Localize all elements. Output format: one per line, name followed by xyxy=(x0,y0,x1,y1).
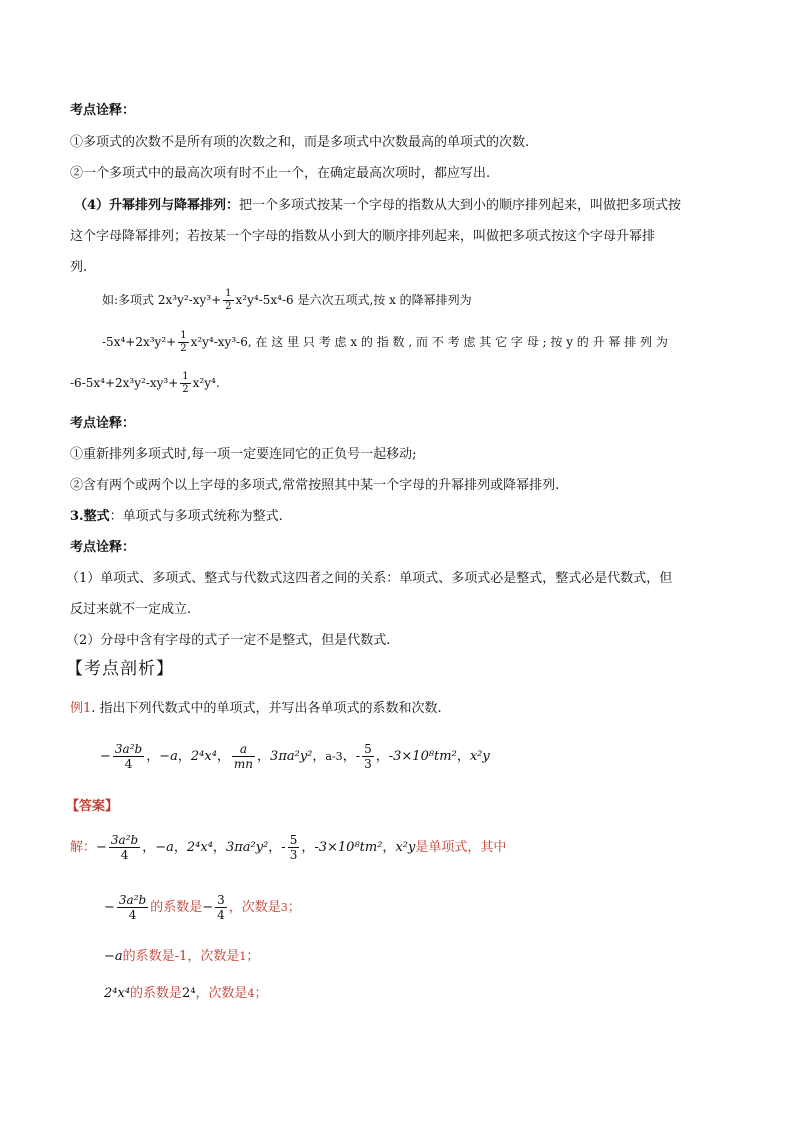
note3-item1b: 反过来就不一定成立. xyxy=(70,602,192,617)
sep: ， xyxy=(216,749,230,764)
c1-coef-num: 3 xyxy=(217,893,225,907)
term1-fraction xyxy=(113,743,144,770)
sol-term8: -3×10⁸tm² xyxy=(314,840,383,855)
ex-line3-post: x²y⁴. xyxy=(192,376,220,390)
solution-suffix: 是单项式，其中 xyxy=(415,840,507,855)
sol-term1-den: 4 xyxy=(120,848,129,862)
sep: ， xyxy=(456,749,470,764)
term4-den: mn xyxy=(233,757,254,771)
solution-label: 解： xyxy=(70,840,97,855)
half-fraction xyxy=(223,289,233,312)
sec4-text2: 这个字母降幂排列；若按某一个字母的指数从小到大的顺序排列起来，叫做把多项式按这个字母升幂排 xyxy=(70,229,656,244)
ex-line2-post: x²y⁴-xy³-6, 在 这 里 只 考 虑 x 的 指 数 , 而 不 考 虑 其 它 字 母 ; 按 y 的 升 幂 排 列 为 xyxy=(190,335,668,349)
ex-line1 xyxy=(102,289,472,312)
coef3-text: 的系数是 xyxy=(130,986,183,1001)
coef-line2 xyxy=(104,948,259,966)
deg1-end: ； xyxy=(287,900,301,915)
sol-term7-num: 5 xyxy=(289,833,298,847)
sep: ， xyxy=(312,749,326,764)
sep: ，- xyxy=(268,840,286,855)
c1-term-fraction xyxy=(117,894,148,921)
term3: 2⁴x⁴ xyxy=(190,749,217,764)
half-den: 2 xyxy=(225,301,232,312)
sol-term2: −a xyxy=(155,840,174,855)
sol-term9: x²y xyxy=(395,840,416,855)
sep: ， xyxy=(375,749,389,764)
sep: ，- xyxy=(342,749,361,764)
term4-num: a xyxy=(232,743,255,757)
sep: ， xyxy=(146,749,160,764)
deg3-val: 4 xyxy=(247,987,255,1000)
solution-line xyxy=(70,828,506,868)
ex-line3-pre: -6-5x⁴+2x³y²-xy³+ xyxy=(70,376,179,390)
half-fraction xyxy=(178,331,188,354)
half-num: 1 xyxy=(180,330,187,341)
term5: 3πa²y² xyxy=(270,749,313,764)
sol-term1-fraction xyxy=(109,834,140,861)
ex-line2 xyxy=(102,331,668,354)
ex-line2-pre: -5x⁴+2x³y²+ xyxy=(102,335,177,349)
half-num: 1 xyxy=(225,288,232,299)
coef2-pre: −a xyxy=(104,949,123,964)
sol-term7-fraction xyxy=(288,834,300,861)
c1-term-num: 3a²b xyxy=(118,893,147,907)
sep: ， xyxy=(301,840,315,855)
term2: −a xyxy=(159,749,178,764)
minus-sign: − xyxy=(202,900,214,915)
term7-fraction xyxy=(362,743,374,770)
note3-item1: （1）单项式、多项式、整式与代数式这四者之间的关系：单项式、多项式必是整式，整式必是代数式，但 xyxy=(66,571,673,586)
example1-line xyxy=(70,700,442,718)
sep: ， xyxy=(173,840,187,855)
sec4-text1: 把一个多项式按某一个字母的指数从大到小的顺序排列起来，叫做把多项式按 xyxy=(239,198,682,213)
note2-title: 考点诠释： xyxy=(70,416,136,431)
sec4-label: （4）升幂排列与降幂排列： xyxy=(74,198,240,213)
deg1-val: 3 xyxy=(280,901,288,914)
deg3-text: ，次数是 xyxy=(195,986,248,1001)
term8: -3×10⁸tm² xyxy=(388,749,457,764)
c1-term-den: 4 xyxy=(128,908,137,922)
coef1-text: 的系数是 xyxy=(150,900,203,915)
c3-coef: 2⁴ xyxy=(182,986,196,1001)
half-den: 2 xyxy=(180,343,187,354)
sol-term5: 3πa²y² xyxy=(225,840,269,855)
note2-item1: ①重新排列多项式时,每一项一定要连同它的正负号一起移动; xyxy=(70,447,417,462)
term4-fraction xyxy=(232,743,255,770)
c1-coef-fraction xyxy=(215,894,227,921)
coef-line3 xyxy=(104,985,268,1003)
deg2-end: ； xyxy=(246,949,260,964)
half-num: 1 xyxy=(182,371,189,382)
example1-label: 例1 xyxy=(70,701,92,716)
minus-sign: − xyxy=(96,840,107,855)
sep: ， xyxy=(257,749,271,764)
note1-title: 考点诠释： xyxy=(70,103,136,118)
sec3-label: 3.整式 xyxy=(70,509,110,524)
analysis-title: 【考点剖析】 xyxy=(66,659,174,679)
ex-line1-pre: 如:多项式 2x³y²-xy³+ xyxy=(102,293,222,307)
note3-item2: （2）分母中含有字母的式子一定不是整式，但是代数式. xyxy=(66,633,391,648)
ex-line1-post: x²y⁴-5x⁴-6 是六次五项式,按 x 的降幂排列为 xyxy=(235,293,472,307)
half-den: 2 xyxy=(182,384,189,395)
note1-item1: ①多项式的次数不是所有项的次数之和，而是多项式中次数最高的单项式的次数. xyxy=(70,135,530,150)
c1-coef-den: 4 xyxy=(217,908,225,922)
sol-term3: 2⁴x⁴ xyxy=(186,840,213,855)
sep: ， xyxy=(212,840,226,855)
expression-list xyxy=(100,738,490,776)
minus-sign: − xyxy=(100,749,111,764)
sep: ， xyxy=(382,840,396,855)
sec3-line xyxy=(70,508,283,526)
deg2-val: 1 xyxy=(239,950,247,963)
coef2-text: 的系数是-1，次数是 xyxy=(122,949,240,964)
example1-text: . 指出下列代数式中的单项式，并写出各单项式的系数和次数. xyxy=(91,701,442,716)
coef-line1 xyxy=(104,888,301,928)
minus-sign: − xyxy=(104,900,115,915)
sec4-text3: 列. xyxy=(70,260,88,275)
term6: a-3 xyxy=(325,750,343,763)
term7-den: 3 xyxy=(364,757,372,771)
answer-label: 【答案】 xyxy=(66,799,119,814)
sol-term7-den: 3 xyxy=(289,848,298,862)
note1-item2: ②一个多项式中的最高次项有时不止一个，在确定最高次项时，都应写出. xyxy=(70,166,491,181)
sep: ， xyxy=(177,749,191,764)
c3-term: 2⁴x⁴ xyxy=(104,986,131,1001)
sec4-line1 xyxy=(74,197,681,215)
deg1-text: ，次数是 xyxy=(228,900,281,915)
term1-num: 3a²b xyxy=(114,742,143,756)
note2-item2: ②含有两个或两个以上字母的多项式,常常按照其中某一个字母的升幂排列或降幂排列. xyxy=(70,478,560,493)
term7-num: 5 xyxy=(364,742,372,756)
term1-den: 4 xyxy=(124,757,133,771)
note3-title: 考点诠释： xyxy=(70,540,136,555)
sep: ， xyxy=(142,840,156,855)
deg3-end: ； xyxy=(254,986,268,1001)
sec3-text: ：单项式与多项式统称为整式. xyxy=(109,509,283,524)
half-fraction xyxy=(180,372,190,395)
sol-term1-num: 3a²b xyxy=(110,833,139,847)
term9: x²y xyxy=(469,749,490,764)
ex-line3 xyxy=(70,372,220,395)
